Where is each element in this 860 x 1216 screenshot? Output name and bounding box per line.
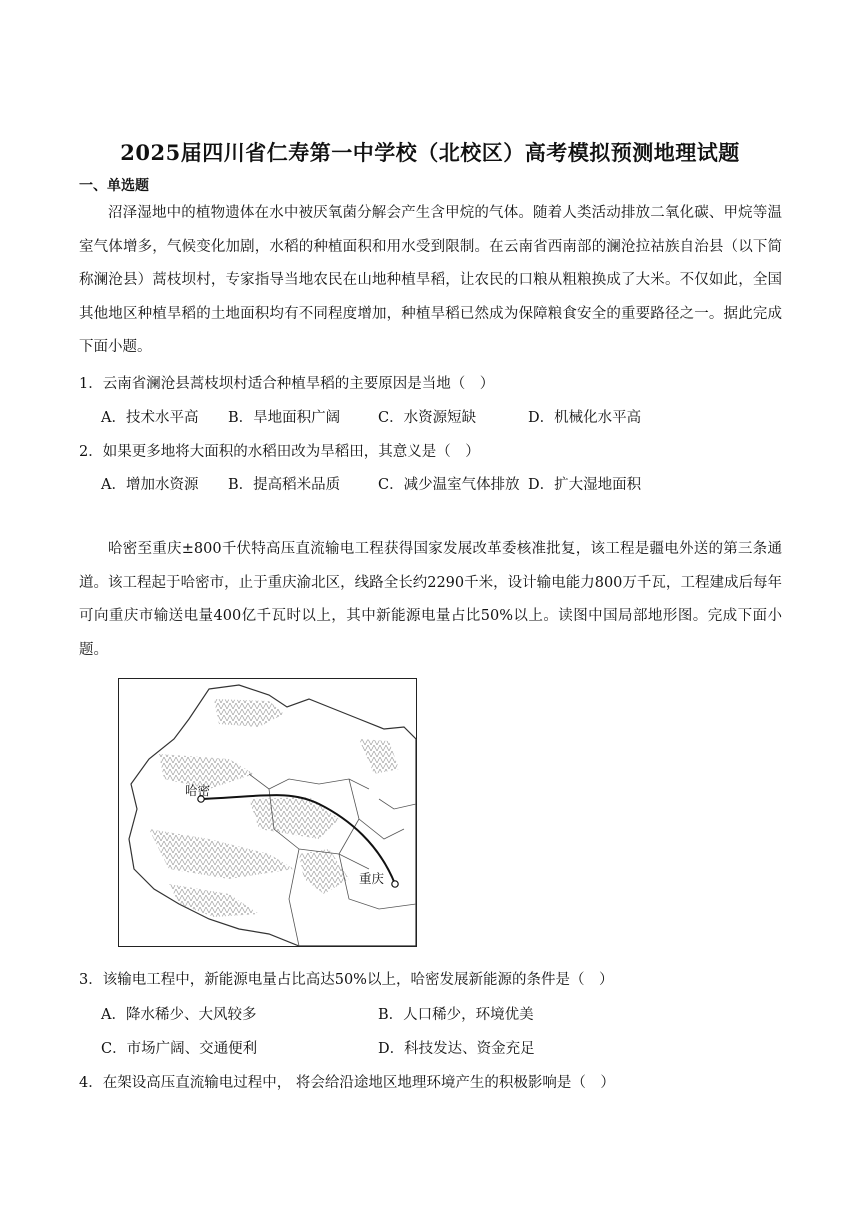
map-label-hami: 哈密	[185, 783, 211, 798]
passage-2: 哈密至重庆±800千伏特高压直流输电工程获得国家发展改革委核准批复，该工程是疆电外送的第三条通道。该工程起于哈密市，止于重庆渝北区，线路全长约2290千米，设计输电能力800万千瓦，工程建成后每年可向重庆市输送电量400亿千瓦时以上，其中新能源电量占比50%以上。读图中国局部地形图。完成下面小题。	[79, 541, 782, 658]
question-1-stem: 1．云南省澜沧县蒿枝坝村适合种植旱稻的主要原因是当地（ ）	[79, 376, 495, 392]
map-label-chongqing: 重庆	[359, 871, 385, 886]
q1-option-d: D．机械化水平高	[528, 410, 642, 426]
chongqing-marker	[392, 881, 398, 887]
q1-option-b: B．旱地面积广阔	[228, 410, 341, 426]
q3-option-d: D．科技发达、资金充足	[378, 1041, 535, 1057]
q1-option-c: C．水资源短缺	[378, 410, 477, 426]
question-2-stem: 2．如果更多地将大面积的水稻田改为旱稻田，其意义是（ ）	[79, 444, 480, 460]
q2-option-d: D．扩大湿地面积	[528, 477, 642, 493]
q3-option-c: C．市场广阔、交通便利	[101, 1041, 258, 1057]
question-4-stem: 4．在架设高压直流输电过程中， 将会给沿途地区地理环境产生的积极影响是（ ）	[79, 1075, 615, 1091]
question-3-stem: 3．该输电工程中，新能源电量占比高达50%以上，哈密发展新能源的条件是（ ）	[79, 972, 614, 988]
q3-option-a: A．降水稀少、大风较多	[101, 1007, 257, 1023]
terrain-map	[118, 678, 417, 947]
q2-option-b: B．提高稻米品质	[228, 477, 341, 493]
passage-1: 沼泽湿地中的植物遗体在水中被厌氧菌分解会产生含甲烷的气体。随着人类活动排放二氧化碳、甲烷等温室气体增多，气候变化加剧，水稻的种植面积和用水受到限制。在云南省西南部的澜沧拉祜族自治县（以下简称澜沧县）蒿枝坝村，专家指导当地农民在山地种植旱稻，让农民的口粮从粗粮换成了大米。不仅如此，全国其他地区种植旱稻的土地面积均有不同程度增加，种植旱稻已然成为保障粮食安全的重要路径之一。据此完成下面小题。	[79, 205, 782, 355]
q1-option-a: A．技术水平高	[101, 410, 199, 426]
section-heading: 一、单选题	[79, 178, 149, 194]
q2-option-c: C．减少温室气体排放	[378, 477, 520, 493]
page-title: 2025届四川省仁寿第一中学校（北校区）高考模拟预测地理试题	[120, 140, 740, 165]
q3-option-b: B．人口稀少，环境优美	[378, 1007, 534, 1023]
q2-option-a: A．增加水资源	[101, 477, 199, 493]
